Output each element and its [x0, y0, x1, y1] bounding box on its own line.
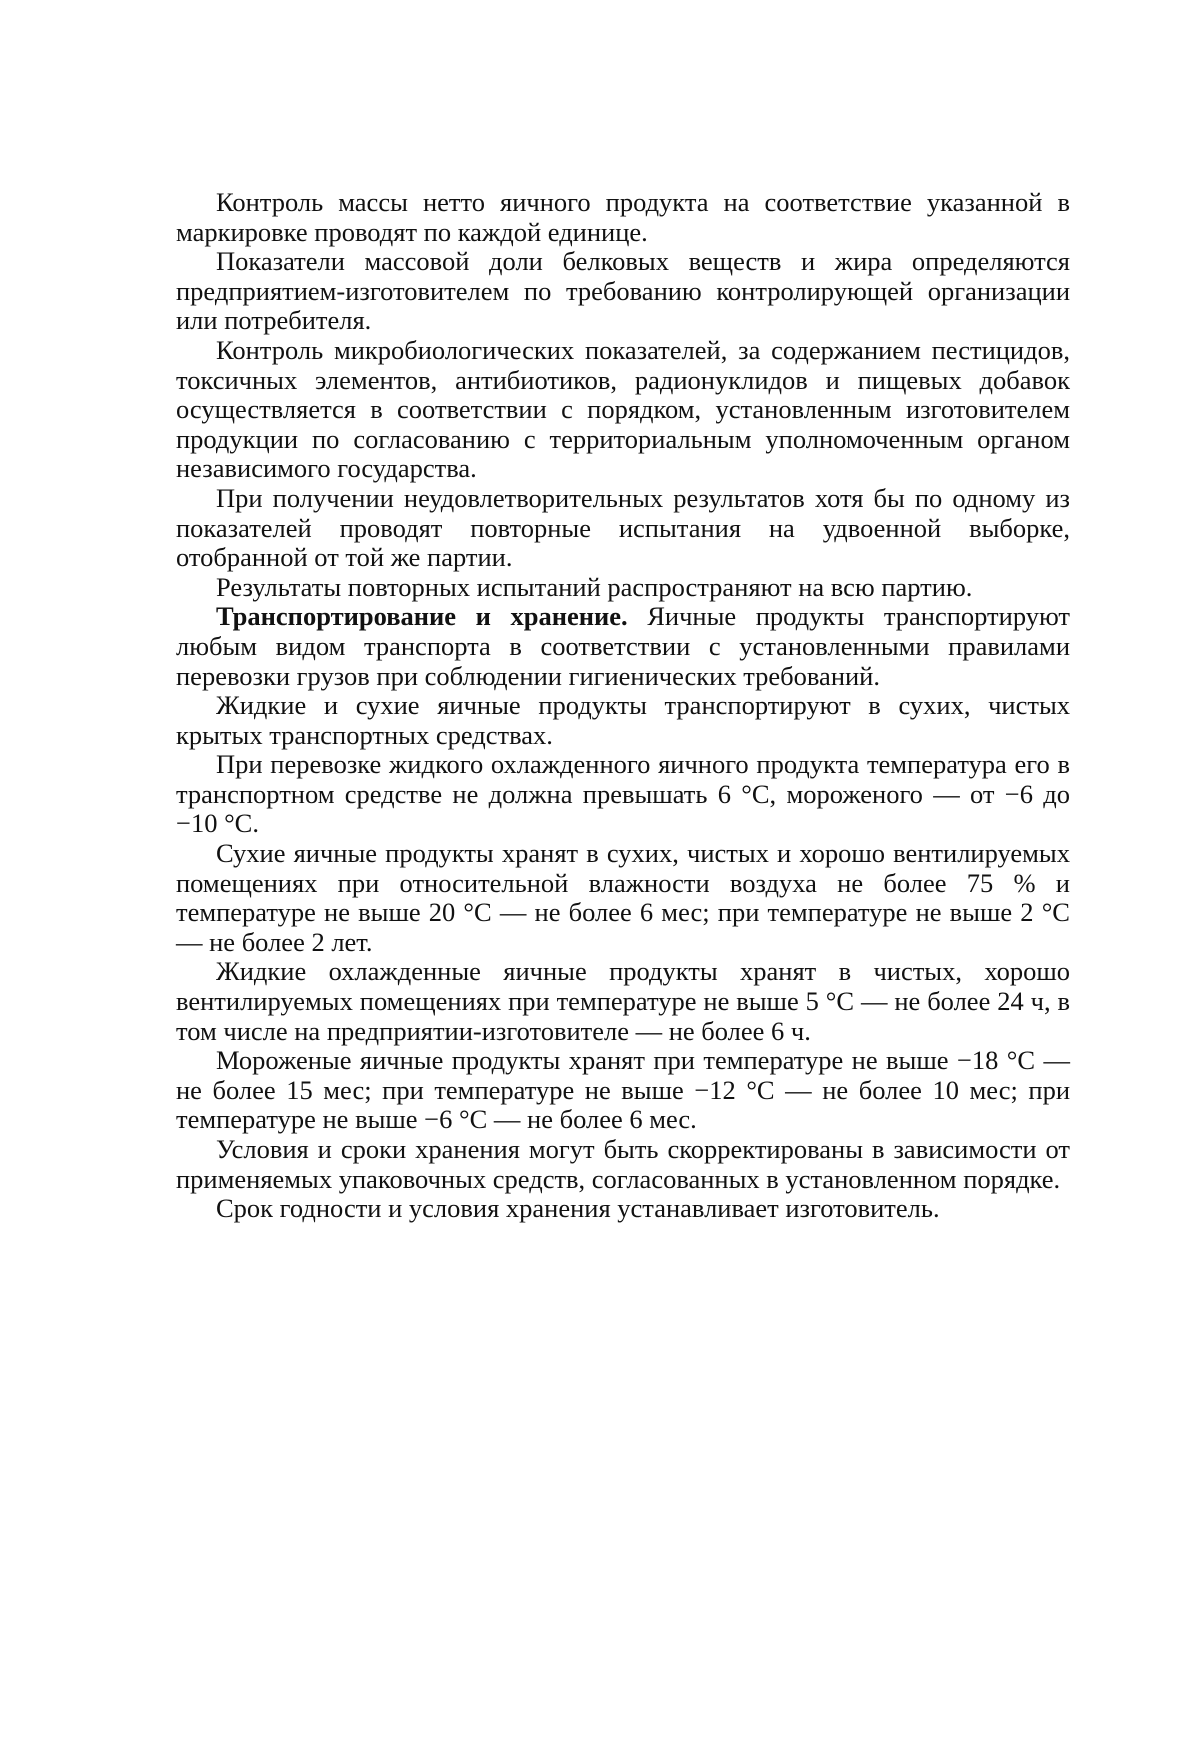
- paragraph-liquid-storage: [176, 957, 1070, 1046]
- paragraph-net-mass-control: [176, 188, 1070, 247]
- paragraph-frozen-storage: [176, 1046, 1070, 1135]
- paragraph-text: Контроль массы нетто яичного продукта на соответствие указанной в маркировке проводят по каждой единице.: [176, 187, 1070, 247]
- paragraph-text: Срок годности и условия хранения устанавливает изготовитель.: [216, 1193, 940, 1224]
- paragraph-transport-vehicles: [176, 691, 1070, 750]
- paragraph-text: Показатели массовой доли белковых веществ и жира определяются предприятием-изготовителем по требованию контролирующей организации или потребителя.: [176, 246, 1070, 336]
- paragraph-text: Сухие яичные продукты хранят в сухих, чистых и хорошо вентилируемых помещениях при относительной влажности воздуха не более 75 % и температуре не выше 20 °С — не более 6 мес; при температуре не выше 2 °С — не более 2 лет.: [176, 838, 1070, 957]
- paragraph-text: Яичные продукты транспортируют любым видом транспорта в соответствии с установленными правилами перевозки грузов при соблюдении гигиенических требований.: [176, 601, 1070, 691]
- paragraph-text: Контроль микробиологических показателей, за содержанием пестицидов, токсичных элементов, антибиотиков, радионуклидов и пищевых добавок осуществляется в соответствии с порядком, установленным изготовителем продукции по согласованию с территориальным уполномоченным органом независимого государства.: [176, 334, 1070, 484]
- paragraph-text: При перевозке жидкого охлажденного яичного продукта температура его в транспортном средстве не должна превышать 6 °С, мороженого — от −6 до −10 °С.: [176, 749, 1070, 839]
- paragraph-repeat-results: [176, 573, 1070, 603]
- paragraph-text: Жидкие охлажденные яичные продукты хранят в чистых, хорошо вентилируемых помещениях при температуре не выше 5 °С — не более 24 ч, в том числе на предприятии-изготовителе — не более 6 ч.: [176, 956, 1070, 1046]
- paragraph-storage-adjustment: [176, 1135, 1070, 1194]
- paragraph-text: Мороженые яичные продукты хранят при температуре не выше −18 °С — не более 15 мес; при температуре не выше −12 °С — не более 10 мес; при температуре не выше −6 °С — не более 6 мес.: [176, 1045, 1070, 1135]
- paragraph-text: Жидкие и сухие яичные продукты транспортируют в сухих, чистых крытых транспортных средствах.: [176, 690, 1070, 750]
- document-body: [176, 188, 1070, 1224]
- section-heading-transport: Транспортирование и хранение.: [216, 601, 628, 632]
- paragraph-shelf-life: [176, 1194, 1070, 1224]
- paragraph-text: Результаты повторных испытаний распространяют на всю партию.: [216, 571, 973, 602]
- paragraph-dry-storage: [176, 839, 1070, 957]
- paragraph-text: Условия и сроки хранения могут быть скорректированы в зависимости от применяемых упаковочных средств, согласованных в установленном порядке.: [176, 1134, 1070, 1194]
- paragraph-transport-storage: [176, 602, 1070, 691]
- paragraph-protein-fat: [176, 247, 1070, 336]
- paragraph-microbiological-control: [176, 336, 1070, 484]
- paragraph-transport-temperature: [176, 750, 1070, 839]
- paragraph-text: При получении неудовлетворительных результатов хотя бы по одному из показателей проводят повторные испытания на удвоенной выборке, отобранной от той же партии.: [176, 482, 1070, 573]
- paragraph-repeat-tests: [176, 484, 1070, 573]
